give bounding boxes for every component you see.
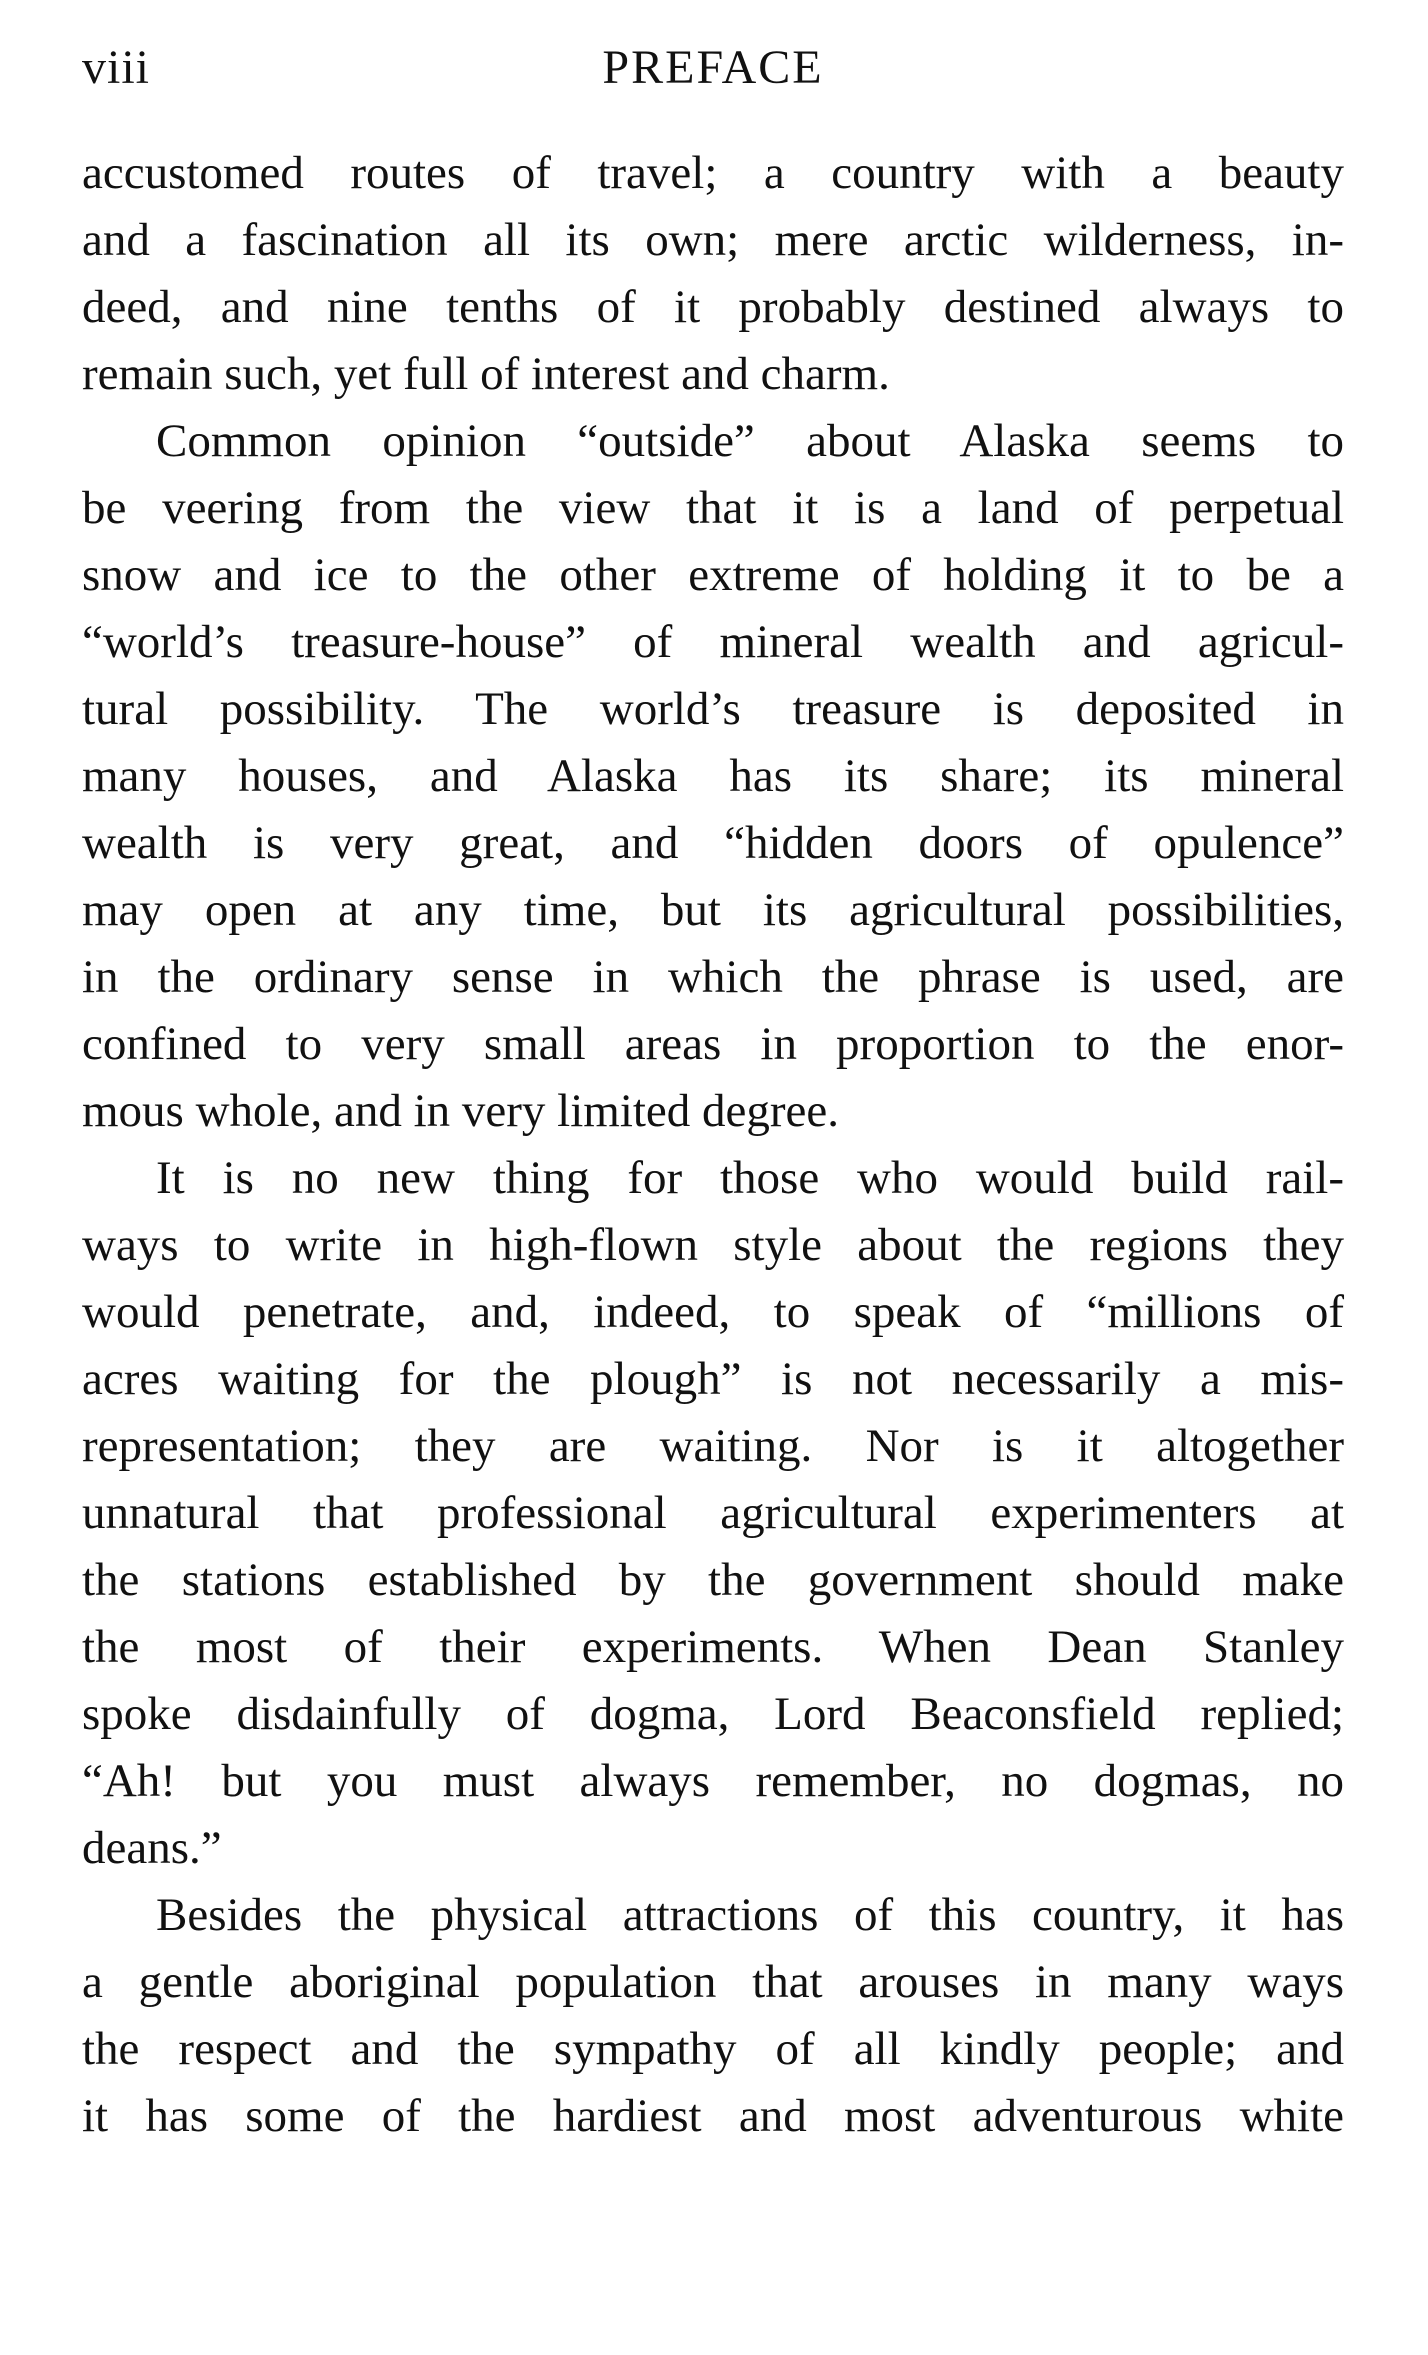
text-line: snow and ice to the other extreme of holding it to be a (82, 549, 1344, 601)
text-line: “Ah! but you must always remember, no dogmas, no (82, 1755, 1344, 1807)
running-head: PREFACE (602, 41, 824, 94)
text-line: mous whole, and in very limited degree. (82, 1085, 840, 1137)
text-line: a gentle aboriginal population that arouses in many ways (82, 1956, 1344, 2008)
paragraph (82, 140, 1344, 408)
text-line: in the ordinary sense in which the phrase is used, are (82, 951, 1344, 1003)
text-line: acres waiting for the plough” is not necessarily a mis- (82, 1353, 1344, 1405)
body-text (82, 140, 1344, 2150)
text-line: representation; they are waiting. Nor is it altogether (82, 1420, 1344, 1472)
text-line: would penetrate, and, indeed, to speak of “millions of (82, 1286, 1344, 1338)
text-line: ways to write in high-flown style about the regions they (82, 1219, 1344, 1271)
text-line: the respect and the sympathy of all kindly people; and (82, 2023, 1344, 2075)
text-line: deed, and nine tenths of it probably destined always to (82, 281, 1344, 333)
text-line: be veering from the view that it is a land of perpetual (82, 482, 1344, 534)
text-line: spoke disdainfully of dogma, Lord Beaconsfield replied; (82, 1688, 1344, 1740)
text-line: unnatural that professional agricultural experimenters at (82, 1487, 1344, 1539)
text-line: the most of their experiments. When Dean Stanley (82, 1621, 1344, 1673)
text-line: accustomed routes of travel; a country with a beauty (82, 147, 1344, 199)
text-line: and a fascination all its own; mere arctic wilderness, in- (82, 214, 1344, 266)
text-line: the stations established by the government should make (82, 1554, 1344, 1606)
paragraph (82, 408, 1344, 1145)
text-line: Common opinion “outside” about Alaska seems to (156, 415, 1344, 467)
text-line: deans.” (82, 1822, 222, 1874)
text-line: “world’s treasure-house” of mineral wealth and agricul- (82, 616, 1344, 668)
text-line: it has some of the hardiest and most adventurous white (82, 2090, 1344, 2142)
text-line: Besides the physical attractions of this country, it has (156, 1889, 1344, 1941)
text-line: tural possibility. The world’s treasure is deposited in (82, 683, 1344, 735)
text-line: may open at any time, but its agricultural possibilities, (82, 884, 1344, 936)
text-line: many houses, and Alaska has its share; its mineral (82, 750, 1344, 802)
text-line: wealth is very great, and “hidden doors of opulence” (82, 817, 1344, 869)
paragraph (82, 1145, 1344, 1882)
page-header (82, 38, 1344, 98)
paragraph (82, 1882, 1344, 2150)
text-line: It is no new thing for those who would build rail- (156, 1152, 1344, 1204)
text-line: remain such, yet full of interest and charm. (82, 348, 890, 400)
page-number: viii (82, 41, 151, 94)
text-line: confined to very small areas in proportion to the enor- (82, 1018, 1344, 1070)
